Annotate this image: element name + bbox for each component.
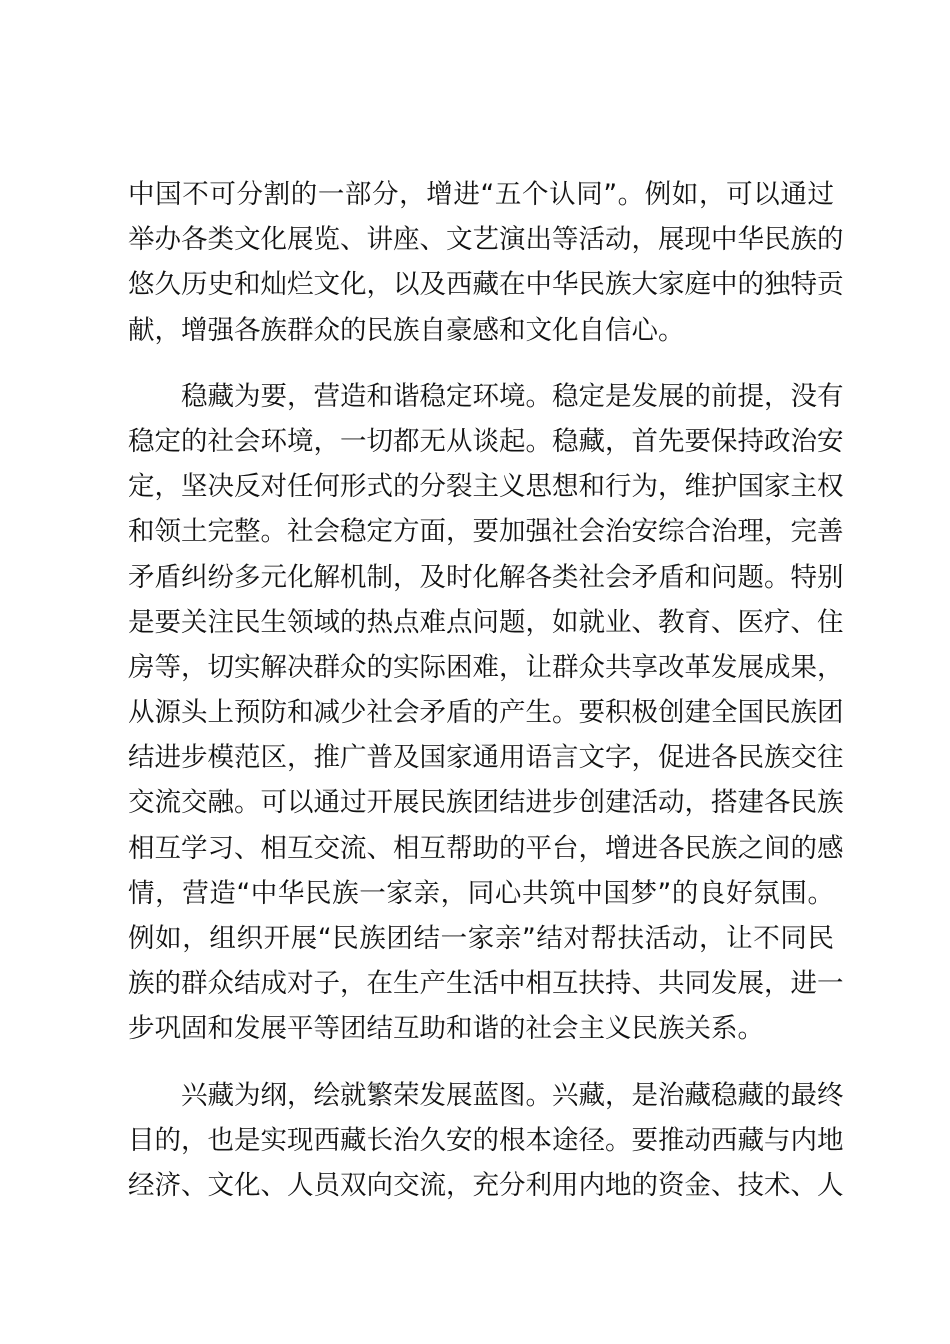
- text-line: 情，营造“中华民族一家亲，同心共筑中国梦”的良好氛围。: [128, 877, 834, 909]
- text-line: 例如，组织开展“民族团结一家亲”结对帮扶活动，让不同民: [128, 923, 834, 954]
- text-line: 稳定的社会环境，一切都无从谈起。稳藏，首先要保持政治安: [128, 425, 844, 457]
- paragraph-1: [128, 172, 844, 353]
- text-line: 相互学习、相互交流、相互帮助的平台，增进各民族之间的感: [128, 832, 844, 864]
- text-line: 目的，也是实现西藏长治久安的根本途径。要推动西藏与内地: [128, 1124, 844, 1156]
- text-line: 从源头上预防和减少社会矛盾的产生。要积极创建全国民族团: [128, 697, 844, 729]
- document-body: [128, 172, 844, 1208]
- text-line: 是要关注民生领域的热点难点问题，如就业、教育、医疗、住: [128, 606, 844, 638]
- text-line: 步巩固和发展平等团结互助和谐的社会主义民族关系。: [128, 1013, 764, 1045]
- text-line: 定，坚决反对任何形式的分裂主义思想和行为，维护国家主权: [128, 471, 844, 503]
- text-line: 房等，切实解决群众的实际困难，让群众共享改革发展成果，: [128, 651, 844, 683]
- text-line: 和领土完整。社会稳定方面，要加强社会治安综合治理，完善: [128, 516, 844, 548]
- paragraph-3: [128, 1073, 844, 1209]
- text-line: 族的群众结成对子，在生产生活中相互扶持、共同发展，进一: [128, 968, 844, 1000]
- paragraph-2: [128, 374, 844, 1052]
- text-line: 献，增强各族群众的民族自豪感和文化自信心。: [128, 314, 685, 346]
- text-line: 悠久历史和灿烂文化，以及西藏在中华民族大家庭中的独特贡: [128, 269, 844, 301]
- text-line: 经济、文化、人员双向交流，充分利用内地的资金、技术、人: [128, 1169, 844, 1201]
- text-line: 中国不可分割的一部分，增进“五个认同”。例如，可以通过: [128, 179, 834, 210]
- paragraph-spacer: [128, 353, 834, 374]
- paragraph-spacer: [128, 1052, 834, 1073]
- text-line: 举办各类文化展览、讲座、文艺演出等活动，展现中华民族的: [128, 224, 844, 256]
- text-line: 结进步模范区，推广普及国家通用语言文字，促进各民族交往: [128, 742, 844, 774]
- text-line: 兴藏为纲，绘就繁荣发展蓝图。兴藏，是治藏稳藏的最终: [181, 1079, 844, 1111]
- text-line: 稳藏为要，营造和谐稳定环境。稳定是发展的前提，没有: [181, 380, 844, 412]
- text-line: 矛盾纠纷多元化解机制，及时化解各类社会矛盾和问题。特别: [128, 561, 844, 593]
- text-line: 交流交融。可以通过开展民族团结进步创建活动，搭建各民族: [128, 787, 844, 819]
